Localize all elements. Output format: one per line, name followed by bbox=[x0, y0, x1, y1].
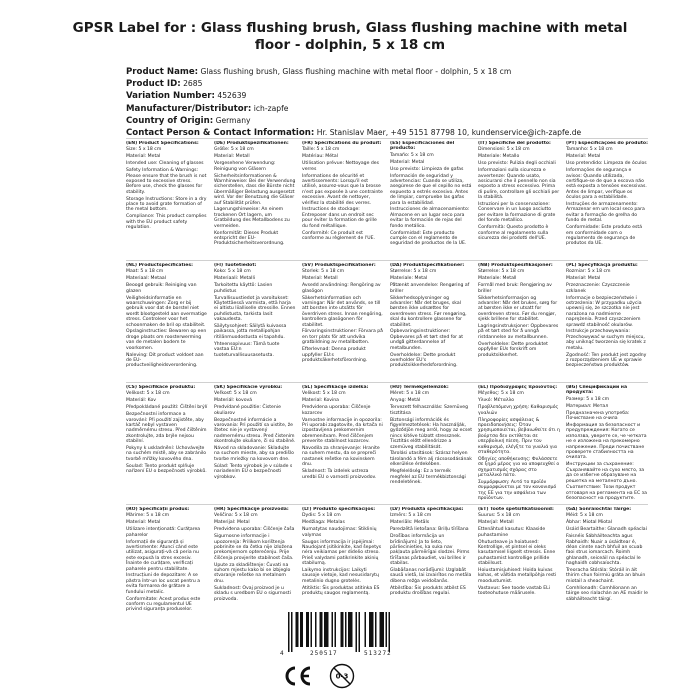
product-name-row bbox=[126, 66, 646, 78]
spec-line: Predvidena uporaba: Čiščenje kozarcev bbox=[302, 405, 371, 416]
age-warning-icon bbox=[325, 663, 359, 689]
spec-line: Istruzioni per la conservazione: Conservare in un luogo asciutto per evitare la formazione di grate del fondo metallico. bbox=[478, 202, 556, 224]
spec-line: Sikkerhedsoplysninger og advarsler: Når det bruges, skal børsten ikke udsættes for overdreven stress. Før rengøring, skal du kontrollere glassene for stabilitet. bbox=[390, 295, 467, 328]
spec-line: Conformità: Questo prodotto è conforme al regolamento sulla sicurezza dei prodotti dell'UE. bbox=[478, 225, 549, 241]
spec-cell bbox=[302, 141, 384, 260]
spec-line: Informations de sécurité et avertissements: Lorsqu'il est utilisé, assurez-vous que la brosse n'est pas exposée à une contrainte excessive. Avant de nettoyer, vérifiez la stabilité des verres. bbox=[302, 173, 383, 206]
spec-line: Material: Metal bbox=[126, 520, 161, 526]
spec-line: Ábhar: Miotal Miotal bbox=[566, 520, 612, 526]
spec-line: Opbevaringsinstruktioner: Opbevares på et tørt sted for at undgå gitterdannelse af metalbunden. bbox=[390, 329, 464, 351]
spec-line: Pokyny k uskladnění: Uchovávejte na suchém místě, aby se zabránilo tvorbě mřížky kovového dna. bbox=[126, 446, 207, 462]
spec-cell bbox=[126, 385, 208, 504]
spec-line: Opslaginstructies: Bewaren op een droge plaats om roosterwerming van de metalen bodem te voorkomen. bbox=[126, 329, 207, 351]
spec-line: Instrucțiuni de depozitare: A se păstra într-un loc uscat pentru a evita formarea de grătare a fundului metalic. bbox=[126, 573, 201, 595]
spec-line: Sikkerhetsinformasjon og advarsler: Når det brukes, sørg for at børsten ikke er utsatt for overdreven stress. Før du rengjør, sjekk brillene for stabilitet. bbox=[478, 295, 558, 323]
barcode-bar bbox=[386, 612, 388, 647]
spec-line: Saugos informacija ir įspėjimai: Naudojant įsitikinkite, kad šepetys nėra veikiamas per didelio streso. Prieš valydami patikrinkite akinių stabilumą. bbox=[302, 539, 382, 567]
age-warning-label: 0-3 bbox=[335, 672, 349, 681]
spec-line: Rozmiar: 5 x 18 cm bbox=[566, 269, 611, 275]
barcode-bar bbox=[345, 612, 347, 647]
spec-line: Material: Metall bbox=[214, 154, 250, 160]
spec-heading: (SK) Špecifikácie výrobku: bbox=[214, 385, 283, 390]
spec-line: Materijal: Metal bbox=[214, 520, 250, 526]
barcode-bar bbox=[375, 612, 377, 647]
barcode-bar bbox=[311, 612, 313, 647]
barcode-bar bbox=[348, 612, 350, 647]
spec-line: Materiale: Metallo bbox=[478, 154, 520, 160]
variation-label: Variation Number: bbox=[126, 91, 215, 102]
spec-heading: (CS) Specifikace produktu: bbox=[126, 385, 196, 390]
spec-heading: (NL) Productspecificaties: bbox=[126, 263, 193, 268]
spec-line: Safety Information & Warnings: Please ensure that the brush is not exposed to excessive stress. Before use, check the glasses for stability. bbox=[126, 168, 207, 195]
manufacturer-label: Manufacturer/Distributor: bbox=[126, 103, 252, 114]
spec-line: Tervezett felhasználás: Szemüveg tisztítása bbox=[390, 405, 469, 416]
spec-cell bbox=[566, 263, 648, 382]
spec-line: Efterlevnad: Denna produkt uppfyller EU:s produktsäkerhetsförordning. bbox=[302, 347, 368, 363]
spec-line: Suurus: 5 x 18 cm bbox=[478, 513, 520, 519]
spec-line: Größe: 5 x 18 cm bbox=[214, 147, 254, 153]
spec-heading: (EL) Προδιαγραφές προϊόντος: bbox=[478, 385, 558, 390]
spec-line: Biztonsági információk és figyelmeztetések: Ha használják, győződjön meg arról, hogy az ecset nincs kitéve túlzott stressznek. Tisztítás előtt ellenőrizze a szemüveg stabilitását. bbox=[390, 417, 472, 450]
spec-cell bbox=[302, 507, 384, 626]
spec-heading: (HU) Termékjellemzők: bbox=[390, 385, 449, 390]
spec-line: Naleving: Dit product voldoet aan de EU-productveiligheidsverordening. bbox=[126, 352, 204, 369]
spec-heading: (ET) Toote spetsifikatsioonid: bbox=[478, 507, 554, 512]
spec-line: Sukladnost: Ovaj proizvod je u skladu s uredbom EU o sigurnosti proizvoda. bbox=[214, 585, 291, 602]
spec-line: Laikymo instrukcijos: Laikyti sausoje vietoje, kad nesusidarytų metalinio dugno grotelės. bbox=[302, 568, 379, 584]
spec-line: Przeznaczenie: Czyszczenie szklanek bbox=[566, 283, 630, 294]
spec-line: Conformitate: Acest produs este conform cu regulamentul UE privind siguranța produselor. bbox=[126, 596, 201, 613]
spec-line: Treoracha Stórála: Stóráil in áit thirim chun foirmiú gráta an bhuin miotail a sheachaint. bbox=[566, 568, 646, 584]
spec-line: Overholdelse: Dette produktet oppfyller EUs forskrift om produktsikkerhet. bbox=[478, 341, 548, 358]
barcode-bar bbox=[302, 612, 304, 647]
spec-line: Μέγεθος: 5 x 18 cm bbox=[478, 391, 524, 397]
spec-line: Veličina: 5 x 18 cm bbox=[214, 513, 258, 519]
spec-line: Tárolási utasítások: Száraz helyen tárolandó a fém alj rácsosodásának elkerülése érdekében. bbox=[390, 451, 472, 468]
spec-line: Atitiktis: Šis produktas atitinka ES produktų saugos reglamentą. bbox=[302, 585, 380, 597]
spec-line: Ettenähtud kasutus: Klaaside puhastamine bbox=[478, 527, 546, 538]
spec-cell bbox=[126, 141, 208, 260]
spec-cell bbox=[302, 263, 384, 382]
spec-line: Размер: 5 x 18 cm bbox=[566, 396, 610, 402]
spec-line: Dimensioni: 5 x 18 cm bbox=[478, 147, 530, 153]
spec-line: Návod na skladovanie: Skladujte na suchom mieste, aby sa predišlo tvorbe mriežky na kovovom dne. bbox=[214, 446, 294, 462]
spec-line: Uso previsto: Limpieza de gafas bbox=[390, 166, 464, 172]
spec-row bbox=[126, 504, 648, 626]
spec-line: Информация за безопасност и предупреждения: Когато се използва, уверете се, че четката не е изложена на прекомерно напрежение. Преди почистване проверете стабилността на очилата. bbox=[566, 422, 647, 461]
spec-line: Hoiustamisjuhised: Hoida kuivas kohas, et vältida metallpõhja resti moodustumist. bbox=[478, 568, 557, 584]
spec-cell bbox=[214, 141, 296, 260]
spec-line: Predviđena uporaba: Čišćenje čaša bbox=[214, 527, 295, 533]
spec-line: Materiál: kovová bbox=[214, 398, 253, 404]
spec-heading: (SL) Specifikacije izdelka: bbox=[302, 385, 369, 390]
spec-line: Atbilstība: Šis produkts atbilst ES produktu drošības regulai. bbox=[390, 585, 466, 597]
spec-line: Faisnéis Sábháilteachta agus Rabhaidh: Nuair a úsáidtear é, déan cinnte nach bhfuil an scuab faoi strus iomarcach. Roimh ghlanadh, seiceáil na spéaclaí le haghaidh cobhsaíochta. bbox=[566, 534, 643, 567]
barcode-bar bbox=[371, 612, 373, 647]
barcode-bar bbox=[335, 612, 337, 647]
spec-line: Varnostne informacije in opozorila: Pri uporabi zagotovite, da krtača ni izpostavljena prekomernim obremenitvam. Pred čiščenjem preverite stabilnost kozarcev. bbox=[302, 417, 383, 445]
barcode-bar bbox=[308, 612, 310, 647]
spec-cell bbox=[390, 263, 472, 382]
spec-line: Säilytysohjeet: Säilytä kuivassa paikassa, jotta metallipohjan ritilänmuodostusta ei tapahdu. bbox=[214, 324, 287, 340]
barcode-bar bbox=[341, 612, 343, 647]
spec-line: Yhteensopivuus: Tämä tuote vastaa EU:n tuoteturvallisuusasetusta. bbox=[214, 341, 280, 358]
barcode-bar bbox=[291, 612, 293, 652]
barcode-bar bbox=[320, 612, 322, 647]
spec-line: Koko: 5 x 18 cm bbox=[214, 269, 251, 275]
spec-line: Comhlíonadh: Comhlíonann an táirge seo rialachán an AE maidir le sábháilteacht táirgí. bbox=[566, 585, 648, 602]
barcode-bar bbox=[383, 612, 385, 647]
barcode-bar bbox=[381, 612, 383, 647]
spec-line: Upute za skladištenje: Čuvati na suhom mjestu kako bi se izbjeglo stvaranje rešetke na metalnom dnu. bbox=[214, 562, 291, 584]
product-info-block bbox=[126, 66, 646, 139]
spec-line: Méid: 5 x 18 cm bbox=[566, 513, 603, 519]
barcode-bar bbox=[315, 612, 317, 647]
spec-line: Materiale: Metal bbox=[390, 276, 428, 282]
contact-value: Hr. Stanislav Maer, +49 5151 87798 10, kundenservice@ich-zapfe.de bbox=[316, 128, 582, 138]
spec-cell bbox=[566, 385, 648, 504]
spec-line: Velikost: 5 x 18 cm bbox=[126, 391, 170, 397]
spec-line: Utilisation prévue: Nettoyage des verres bbox=[302, 161, 380, 172]
country-label: Country of Origin: bbox=[126, 115, 214, 126]
spec-line: Material: Metall bbox=[302, 276, 338, 282]
spec-line: Størrelse: 5 x 18 cm bbox=[478, 269, 525, 275]
spec-line: Tamaño: 5 x 18 cm bbox=[390, 152, 434, 158]
spec-line: Zgodność: Ten produkt jest zgodny z rozporządzeniem UE w sprawie bezpieczeństwa produktów. bbox=[566, 352, 647, 369]
spec-line: Materjal: Metall bbox=[478, 520, 514, 526]
spec-heading: (ES) Especificaciones del producto: bbox=[390, 141, 455, 152]
barcode-bar bbox=[351, 612, 353, 647]
spec-line: Numatytas naudojimas: Stiklinių valymas bbox=[302, 527, 377, 538]
spec-cell bbox=[214, 263, 296, 382]
barcode-bar bbox=[288, 612, 290, 652]
spec-heading: (NB) Produktspesifikasjoner: bbox=[478, 263, 553, 268]
spec-line: Lagringsinstruksjoner: Oppbevares på et tørt sted for å unngå ristdannelse av metallbunnen. bbox=[478, 324, 559, 340]
spec-line: Vorgesehene Verwendung: Reinigung von Gläsern bbox=[214, 161, 276, 172]
spec-line: Informacje o bezpieczeństwie i ostrzeżenia: W przypadku użycia upewnij się, że szczotka nie jest narażona na nadmierne naprężenia. Przed czyszczeniem sprawdź stabilność okularów. bbox=[566, 295, 642, 328]
barcode-bar bbox=[342, 612, 344, 647]
spec-line: Sigurnosne informacije i upozorenja: Prilikom korištenja pobrinite se da četka nije izložena prekomjernom opterećenju. Prije čišćenja provjerite stabilnost čaša. bbox=[214, 534, 294, 561]
spec-heading: (GA) Sonraíochtaí Táirge: bbox=[566, 507, 632, 512]
spec-heading: (PT) Especificações do produto: bbox=[566, 141, 648, 146]
spec-cell bbox=[478, 263, 560, 382]
spec-cell bbox=[566, 507, 648, 626]
spec-line: Συμμόρφωση: Αυτό το προϊόν συμμορφώνεται με τον κανονισμό της ΕΕ για την ασφάλεια των προϊόντων. bbox=[478, 480, 557, 502]
spec-line: Soulad: Tento produkt splňuje nařízení EU o bezpečnosti výrobků. bbox=[126, 463, 207, 475]
barcode-bar bbox=[350, 612, 352, 647]
spec-cell bbox=[390, 385, 472, 504]
spec-heading: (FI) Tuotetiedot: bbox=[214, 263, 257, 268]
spec-line: Overholdelse: Dette produkt overholder EU's produktsikkerhedsforordning. bbox=[390, 352, 458, 369]
barcode-bar bbox=[297, 612, 299, 647]
spec-line: Materiāls: Metāls bbox=[390, 520, 430, 526]
spec-line: Turvallisuustiedot ja varoitukset: Käytettäessä varmista, että harja ei altistu liialliselle stressille. Ennen puhdistusta, tarkista lasit vakaudesta. bbox=[214, 295, 296, 323]
spec-line: Úsáid Beartaithe: Glanadh spéaclaí bbox=[566, 527, 647, 533]
spec-line: Compliance: This product complies with the EU product safety regulation. bbox=[126, 214, 207, 231]
spec-row bbox=[126, 382, 648, 504]
spec-line: Storage Instructions: Store in a dry place to avoid grate formation of the metal bottom. bbox=[126, 196, 207, 213]
spec-line: Material: Metal bbox=[566, 154, 601, 160]
spec-heading: (EN) Product Specifications: bbox=[126, 141, 199, 146]
spec-line: Informații de siguranță și avertismente: Atunci când este utilizat, asigurați-vă că peria nu este expusă la stres excesiv. Înainte de curățare, verificați paharele pentru stabilitate. bbox=[126, 539, 199, 572]
spec-line: Съответствие: Този продукт отговаря на регламента на ЕС за безопасност на продуктите. bbox=[566, 485, 647, 502]
label-title: GPSR Label for : Glass flushing brush, Glass flushing machine with metal floor - dolphin, 5 x 18 cm bbox=[72, 20, 628, 53]
barcode-bar bbox=[300, 612, 302, 647]
product-name-value: Glass flushing brush, Glass flushing machine with metal floor - dolphin, 5 x 18 cm bbox=[200, 67, 512, 76]
spec-line: Uso previsto: Pulizia degli occhiali bbox=[478, 161, 556, 167]
spec-line: Sicherheitsinformationen & Warnhinweise: Bei der Verwendung sicherstellen, dass die Bürste nicht übermäßiger Belastung ausgesetzt wird. Vor der Benutzung die Gläser auf Stabilität prüfen. bbox=[214, 173, 296, 206]
barcode-bar bbox=[359, 612, 361, 652]
spec-line: Conformité: Ce produit est conforme au règlement de l'UE. bbox=[302, 230, 376, 241]
spec-line: Drošības informācija un brīdinājumi: Ja to lieto, pārliecinieties, ka suka nav pakļauta pārmērīgai slodzei. Pirms tīrīšanas pārbaudiet, vai brilles ir stabilas. bbox=[390, 534, 470, 567]
contact-label: Contact Person & Contact Information: bbox=[126, 128, 315, 139]
spec-line: Informazioni sulla sicurezza e avvertenze: Quando usato, assicurarsi che il pennello non sia esposto a stress eccessivo. Prima di pulire, controllare gli occhiali per la stabilità. bbox=[478, 168, 560, 201]
spec-cell bbox=[566, 141, 648, 260]
spec-line: Súlad: Tento výrobok je v súlade s nariadením EÚ o bezpečnosti výrobkov. bbox=[214, 463, 293, 480]
spec-line: Informações de segurança e avisos: Quando utilizada, certifique-se de que a escova não está exposta a tensões excessivas. Antes de limpar, verifique os óculos para a estabilidade. bbox=[566, 168, 647, 201]
spec-cell bbox=[478, 507, 560, 626]
spec-line: Οδηγίες αποθήκευσης: Φυλάσσετε σε ξηρό μέρος για να αποφευχθεί ο σχηματισμός σχάρας στο μεταλλικό πάτο. bbox=[478, 456, 560, 479]
barcode-bar bbox=[326, 612, 328, 647]
barcode-bar bbox=[380, 612, 382, 647]
spec-line: Skladnost: Ta izdelek ustreza uredbi EU o varnosti proizvodov. bbox=[302, 469, 377, 480]
spec-heading: (LT) Produkto specifikacijos: bbox=[302, 507, 376, 512]
barcode-right-group: 513272 bbox=[364, 650, 392, 657]
spec-line: Información de seguridad y advertencias: Cuando se utiliza, asegúrese de que el cepillo no está expuesto a estrés excesivo. Antes de limpiar, compruebe las gafas para la estabilidad. bbox=[390, 173, 472, 206]
spec-cell bbox=[390, 141, 472, 260]
barcode-bar bbox=[327, 612, 329, 647]
spec-heading: (IT) Specifiche del prodotto: bbox=[478, 141, 551, 146]
spec-line: Taille: 5 x 18 cm bbox=[302, 147, 340, 153]
spec-line: Anyag: Metál bbox=[390, 398, 421, 404]
spec-line: Størrelse: 5 x 18 cm bbox=[390, 269, 437, 275]
spec-line: Bezpečnostné informácie a varovania: Pri použití sa uistite, že štetec nie je vystavený nadmernému stresu. Pred čistením skontrolujte okuliare, či sú stabilné. bbox=[214, 417, 296, 445]
spec-line: Materiaali: Metalli bbox=[214, 276, 255, 282]
spec-line: Vastavus: See toode vastab ELi tooteohutuse määrusele. bbox=[478, 585, 550, 597]
spec-heading: (BG) Спецификации на продукта: bbox=[566, 385, 628, 396]
spec-cell bbox=[126, 507, 208, 626]
specifications-grid bbox=[126, 138, 648, 626]
spec-line: Izmērs: 5 x 18 cm bbox=[390, 513, 432, 519]
spec-line: Storlek: 5 x 18 cm bbox=[302, 269, 345, 275]
spec-line: Mărime: 5 x 18 cm bbox=[126, 513, 170, 519]
spec-line: Paredzētā lietošana: Brilļu tīrīšana bbox=[390, 527, 469, 533]
spec-cell bbox=[302, 385, 384, 504]
spec-line: Formål med bruk: Rengjøring av briller bbox=[478, 283, 552, 294]
barcode-lead-digit: 4 bbox=[280, 650, 284, 657]
variation-row bbox=[126, 90, 646, 102]
barcode-bar bbox=[372, 612, 374, 647]
spec-heading: (HR) Specifikacije proizvoda: bbox=[214, 507, 289, 512]
barcode-bars bbox=[280, 612, 430, 652]
manufacturer-row bbox=[126, 103, 646, 115]
spec-line: Lagerungshinweise: An einem trockenen Ort lagern, um Gratbildung des Metallbodens zu vermeiden. bbox=[214, 207, 290, 229]
barcode-bar bbox=[321, 612, 323, 647]
spec-line: Veľkosť: 5 x 18 cm bbox=[214, 391, 257, 397]
spec-heading: (PL) Specyfikacja produktu: bbox=[566, 263, 638, 268]
spec-line: Méret: 5 x 18 cm bbox=[390, 391, 430, 397]
spec-line: Material: Metal bbox=[390, 159, 425, 165]
spec-row bbox=[126, 138, 648, 260]
spec-line: Megfelelőség: Ez a termék megfelel az EU termékbiztonsági rendeletének. bbox=[390, 469, 466, 485]
spec-line: Påtænkt anvendelse: Rengøring af briller bbox=[390, 283, 470, 294]
spec-line: Förvaringsinstruktioner: Förvara på en torr plats för att undvika gratbildning av metallbotten. bbox=[302, 329, 383, 346]
spec-cell bbox=[478, 385, 560, 504]
spec-line: Säkerhetsinformation och varningar: När det används, se till att borsten inte utsätts för överdriven stress. Innan rengöring, kontrollera glasögonen för stabilitet. bbox=[302, 295, 383, 328]
spec-line: Konformität: Dieses Produkt entspricht der EU-Produktsicherheitsverordnung. bbox=[214, 230, 285, 247]
spec-line: Utilizare intenționată: Curățarea paharelor bbox=[126, 527, 201, 538]
spec-line: Velikost: 5 x 18 cm bbox=[302, 391, 346, 397]
barcode-bar bbox=[332, 612, 334, 647]
spec-line: Tarkoitettu käyttö: Lasien puhdistus bbox=[214, 283, 273, 294]
spec-line: Glabāšanas norādījumi: Uzglabāt sausā vietā, lai izvairītos no metāla dibena režģa veidošanās. bbox=[390, 568, 472, 584]
spec-line: Instructions de stockage: Entreposer dans un endroit sec pour éviter la formation de grille du fond métallique. bbox=[302, 207, 377, 229]
spec-heading: (FR) Spécifications du produit: bbox=[302, 141, 382, 146]
barcode-bar bbox=[365, 612, 367, 647]
spec-line: Navodila za shranjevanje: Hranite na suhem mestu, da se prepreči nastanek rešetke na kovinskem dnu. bbox=[302, 446, 380, 468]
ean-barcode bbox=[280, 612, 430, 656]
spec-line: Intended use: Cleaning of glasses bbox=[126, 161, 204, 167]
spec-line: Προβλεπόμενη χρήση: Καθαρισμός γυαλιών bbox=[478, 405, 559, 416]
spec-line: Avsedd användning: Rengöring av glasögon bbox=[302, 283, 381, 294]
spec-line: Veiligheidsinformatie en waarschuwingen: Zorg er bij gebruik voor dat de borstel niet wordt blootgesteld aan overmatige stress. Controleer voor het schoonmaken de bril op stabiliteit. bbox=[126, 295, 207, 328]
spec-line: Předpokládané použití: Čištění brýlí bbox=[126, 405, 208, 411]
barcode-left-group: 250517 bbox=[310, 650, 338, 657]
country-row bbox=[126, 115, 646, 127]
barcode-bar bbox=[369, 612, 371, 647]
barcode-bar bbox=[356, 612, 358, 652]
spec-cell bbox=[478, 141, 560, 260]
barcode-bar bbox=[306, 612, 308, 647]
spec-line: Material: Metal bbox=[126, 154, 161, 160]
spec-cell bbox=[126, 263, 208, 382]
spec-line: Предназначена употреба: Почистване на очила bbox=[566, 410, 630, 422]
spec-line: Tamanho: 5 x 18 cm bbox=[566, 147, 613, 153]
country-value: Germany bbox=[215, 115, 251, 125]
spec-line: Conformidad: Este producto cumple con el reglamento de seguridad de productos de la UE. bbox=[390, 230, 467, 247]
spec-line: Ohutusteave ja hoiatused: Kontrollige, et pintsel ei oleks kasutamisel liigselt stressis. Enne puhastamist kontrollige prillide stabiilsust. bbox=[478, 539, 556, 567]
spec-line: Dydis: 5 x 18 cm bbox=[302, 513, 341, 519]
spec-line: Материал: Метал bbox=[566, 403, 609, 409]
spec-cell bbox=[214, 385, 296, 504]
variation-value: 452639 bbox=[217, 91, 247, 101]
spec-cell bbox=[214, 507, 296, 626]
product-name-label: Product Name: bbox=[126, 67, 199, 77]
spec-line: Medžiaga: Metalas bbox=[302, 520, 345, 526]
barcode-bar bbox=[324, 612, 326, 647]
spec-line: Инструкции за съхранение: Съхранявайте на сухо място, за да се избегне образуване на решетка на металното дъно. bbox=[566, 462, 645, 484]
spec-line: Bezpečnostní informace a varování: Při použití zajistěte, aby kartáč nebyl vystaven nadměrnému stresu. Před čištěním zkontrolujte, zda brýle nejsou stabilní. bbox=[126, 412, 207, 445]
spec-heading: (LV) Produkta specifikācijas: bbox=[390, 507, 464, 512]
spec-row bbox=[126, 260, 648, 382]
spec-line: Predvídané použitie: Čistenie okuliarov bbox=[214, 405, 281, 416]
barcode-bar bbox=[389, 612, 391, 652]
spec-line: Materiál: Kov bbox=[126, 398, 156, 404]
spec-heading: (RO) Specificații produs: bbox=[126, 507, 190, 512]
spec-line: Size: 5 x 18 cm bbox=[126, 147, 162, 153]
spec-line: Material: Kovina bbox=[302, 398, 339, 404]
spec-line: Uso pretendido: Limpeza de óculos bbox=[566, 161, 647, 167]
spec-line: Materiale: Metall bbox=[478, 276, 517, 282]
spec-line: Instruções de armazenamento: Armazenar em um local seco para evitar a formação de grelha do fundo de metal. bbox=[566, 202, 645, 224]
spec-line: Instrukcje przechowywania: Przechowywać w suchym miejscu, aby uniknąć tworzenia się kratek z metalu. bbox=[566, 329, 646, 351]
spec-heading: (SV) Produktspecifikationer: bbox=[302, 263, 376, 268]
spec-line: Instrucciones de almacenamiento: Almacene en un lugar seco para evitar la formación de rejas del fondo metálico. bbox=[390, 207, 470, 229]
spec-line: Materiał: Metal bbox=[566, 276, 601, 282]
spec-line: Πληροφορίες ασφάλειας & προειδοποιήσεις: Όταν χρησιμοποιείται, βεβαιωθείτε ότι η βούρτσα δεν εκτίθεται σε υπερβολική πίεση. Πριν τον καθαρισμό, ελέγξτε τα γυαλιά για σταθερότητα. bbox=[478, 417, 560, 455]
spec-line: Beoogd gebruik: Reiniging van glazen bbox=[126, 283, 197, 294]
spec-heading: (DA) Produktspecifikationer: bbox=[390, 263, 465, 268]
barcode-bar bbox=[296, 612, 298, 647]
spec-line: Maat: 5 x 18 cm bbox=[126, 269, 164, 275]
manufacturer-value: ich-zapfe bbox=[253, 103, 289, 113]
spec-heading: (DE) Produktspezifikationen: bbox=[214, 141, 289, 146]
spec-line: Matériau: Métal bbox=[302, 154, 338, 160]
ce-mark-icon bbox=[283, 665, 313, 687]
spec-line: Υλικό: Μέταλλο bbox=[478, 398, 515, 404]
spec-line: Materiaal: Metaal bbox=[126, 276, 166, 282]
spec-line: Conformidade: Este produto está em conformidade com o regulamento de segurança de produtos da UE. bbox=[566, 225, 643, 247]
spec-cell bbox=[390, 507, 472, 626]
product-id-value: 2685 bbox=[183, 79, 203, 89]
product-id-label: Product ID: bbox=[126, 79, 181, 90]
product-id-row bbox=[126, 78, 646, 90]
